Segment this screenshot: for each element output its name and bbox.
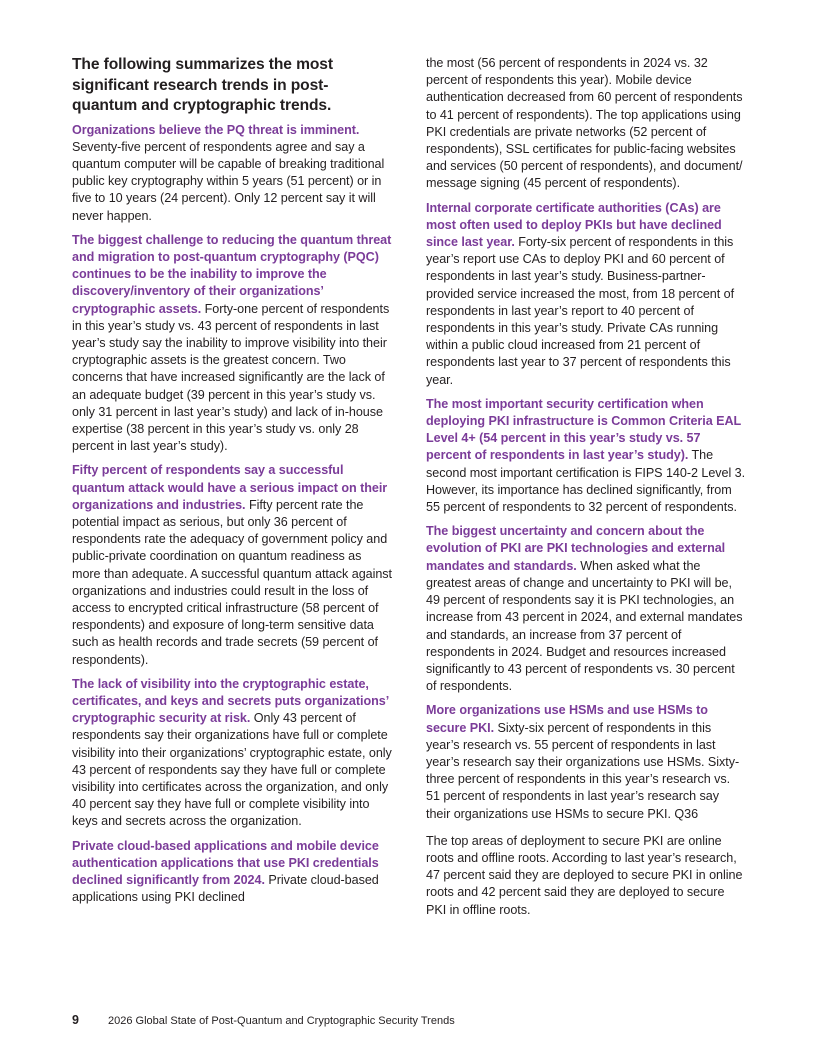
right-column — [426, 55, 746, 926]
finding-paragraph — [72, 122, 392, 225]
finding-paragraph — [426, 200, 746, 389]
finding-paragraph — [426, 523, 746, 695]
closing-paragraph: The top areas of deployment to secure PKI are online roots and offline roots. According to last year’s research, 47 percent said they are deployed to secure PKI in online roots and 42 percent said they are deployed to secure PKI in offline roots. — [426, 833, 743, 917]
page-footer — [72, 1013, 455, 1027]
finding-paragraph — [72, 838, 392, 907]
finding-paragraph — [72, 462, 392, 668]
finding-lead: The biggest challenge to reducing the quantum threat and migration to post-quantum cryptography (PQC) continues to be the inability to improve the discovery/inventory of their organizations’ cryptographic assets. — [72, 232, 392, 316]
finding-lead: Private cloud-based applications and mobile device authentication applications that use PKI credentials declined significantly from 2024. — [72, 838, 379, 888]
finding-lead: Fifty percent of respondents say a successful quantum attack would have a serious impact on their organizations and industries. — [72, 463, 388, 512]
page-number: 9 — [72, 1013, 79, 1027]
finding-body: Fifty percent rate the potential impact as serious, but only 36 percent of respondents rate the adequacy of government policy and public-private coordination on quantum readiness as more than adequate. A successful quantum attack against organizations and industries could result in the loss of access to encrypted critical infrastructure (58 percent of respondents) and exposure of long-term sensitive data such as health records and trade secrets (59 percent of respondents). — [72, 497, 392, 667]
finding-body: When asked what the greatest areas of change and uncertainty to PKI will be, 49 percent of respondents say it is PKI technologies, an increase from 43 percent in 2024, and external mandates and standards, an increase from 37 percent of respondents in 2024. Budget and resources increased significantly to 43 percent of respondents vs. 30 percent of respondents. — [426, 558, 743, 694]
finding-body: Forty-one percent of respondents in this year’s study vs. 43 percent of respondents in last year’s study say the inability to improve visibility into their cryptographic assets is the greatest concern. Two concerns that have increased significantly are the lack of an adequate budget (39 percent in this year’s study vs. only 31 percent in last year’s study) and lack of in-house expertise (38 percent in this year’s study vs. only 28 percent in last year’s study). — [72, 301, 390, 454]
finding-lead: More organizations use HSMs and use HSMs to secure PKI. — [426, 703, 708, 735]
finding-paragraph — [72, 676, 392, 831]
finding-paragraph — [72, 232, 392, 456]
finding-body: Only 43 percent of respondents say their organizations have full or complete visibility into their organizations’ cryptographic estate, only 43 percent of respondents say they have full or complete visibility into certificates across the organization, and only 40 percent say they have full or complete visibility into keys and secrets across the organization. — [72, 711, 392, 829]
continued-body: the most (56 percent of respondents in 2024 vs. 32 percent of respondents this year). Mobile device authentication decreased from 60 percent of respondents to 41 percent of respondents). The top applications using PKI credentials are private networks (52 percent of respondents), SSL certificates for public-facing websites and services (50 percent of respondents), and document/ message signing (45 percent of respondents). — [426, 56, 743, 191]
document-title: 2026 Global State of Post-Quantum and Cryptographic Security Trends — [108, 1015, 455, 1027]
finding-lead: The most important security certification when deploying PKI infrastructure is Common Criteria EAL Level 4+ (54 percent in this year’s study vs. 57 percent of respondents in last year’s study). — [426, 396, 741, 463]
section-heading: The following summarizes the most significant research trends in post-quantum and cryptographic trends. — [72, 56, 333, 114]
continued-paragraph — [426, 55, 746, 193]
finding-body: Private cloud-based applications using PKI declined — [72, 873, 379, 905]
finding-lead: Organizations believe the PQ threat is imminent. — [72, 122, 360, 137]
left-column — [72, 55, 392, 913]
finding-lead: The lack of visibility into the cryptographic estate, certificates, and keys and secrets puts organizations’ cryptographic security at risk. — [72, 676, 389, 726]
finding-paragraph — [426, 396, 746, 516]
finding-lead: Internal corporate certificate authorities (CAs) are most often used to deploy PKIs but have declined since last year. — [426, 200, 722, 250]
finding-lead: The biggest uncertainty and concern about the evolution of PKI are PKI technologies and external mandates and standards. — [426, 524, 726, 573]
finding-body: Seventy-five percent of respondents agree and say a quantum computer will be capable of breaking traditional public key cryptography within 5 years (51 percent) or in five to 10 years (24 percent). Only 12 percent say it will never happen. — [72, 139, 385, 223]
finding-body: Forty-six percent of respondents in this year’s report use CAs to deploy PKI and 60 percent of respondents in last year’s study. Business-partner-provided service increased the most, from 18 percent of respondents in last year’s report to 40 percent of respondents in this year’s study. Private CAs running within a public cloud increased from 21 percent of respondents last year to 37 percent of respondents this year. — [426, 235, 735, 387]
finding-body: The second most important certification is FIPS 140-2 Level 3. However, its importance has declined significantly, from 55 percent of respondents to 32 percent of respondents. — [426, 448, 746, 515]
finding-paragraph — [426, 702, 746, 822]
finding-body: Sixty-six percent of respondents in this year’s research vs. 55 percent of respondents in last year’s research say their organizations use HSMs. Sixty-three percent of respondents in this year’s research vs. 51 percent of respondents in last year’s research say their organizations use HSMs to secure PKI. Q36 — [426, 720, 740, 821]
